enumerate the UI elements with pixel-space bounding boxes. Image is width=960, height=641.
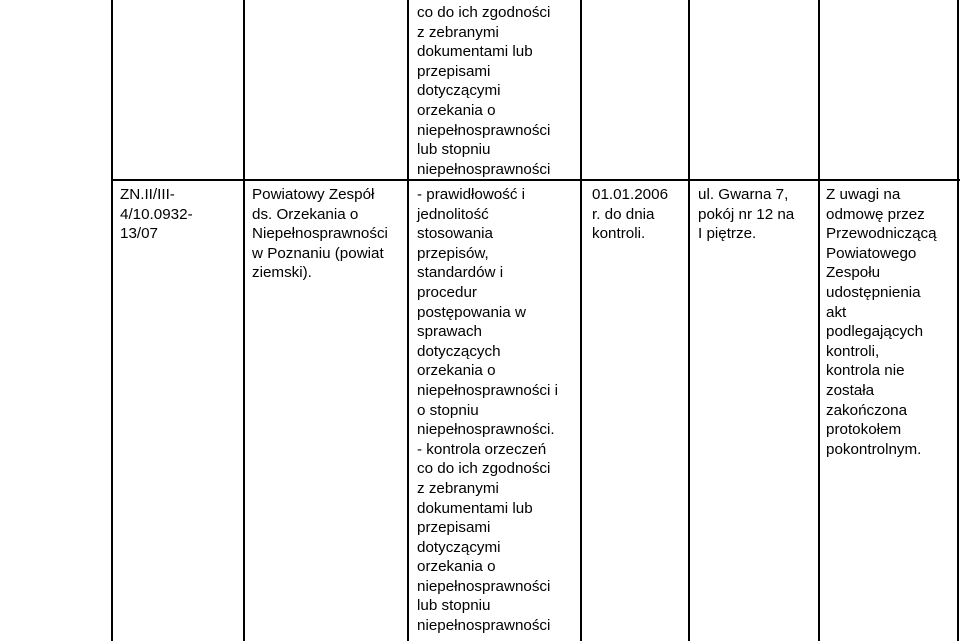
scope-continuation-cell: co do ich zgodności z zebranymi dokumentami lub przepisami dotyczącymi orzekania o niepełnosprawności lub stopniu niepełnosprawności — [417, 4, 551, 178]
table-border-line — [957, 0, 959, 641]
location-cell: ul. Gwarna 7, pokój nr 12 na I piętrze. — [698, 186, 795, 243]
inspected-entity-cell: Powiatowy Zespół ds. Orzekania o Niepełnosprawności w Poznaniu (powiat ziemski). — [252, 186, 388, 282]
table-border-line — [580, 0, 582, 641]
table-border-line — [688, 0, 690, 641]
table-border-line — [111, 0, 113, 641]
table-border-line — [243, 0, 245, 641]
remarks-cell: Z uwagi na odmowę przez Przewodniczącą Powiatowego Zespołu udostępnienia akt podlegających kontroli, kontrola nie została zakończona protokołem pokontrolnym. — [826, 186, 937, 458]
table-border-line — [818, 0, 820, 641]
table-border-line — [407, 0, 409, 641]
inspection-scope-cell: - prawidłowość i jednolitość stosowania przepisów, standardów i procedur postępowania w sprawach dotyczących orzekania o niepełnosprawności i o stopniu niepełnosprawności. - kontrola orzeczeń co do ich zgodności z zebranymi dokumentami lub przepisami dotyczącymi orzekania o niepełnosprawności lub stopniu niepełnosprawności — [417, 186, 558, 635]
inspection-period-cell: 01.01.2006 r. do dnia kontroli. — [592, 186, 669, 243]
signature-cell: ZN.II/III- 4/10.0932- 13/07 — [120, 186, 193, 243]
